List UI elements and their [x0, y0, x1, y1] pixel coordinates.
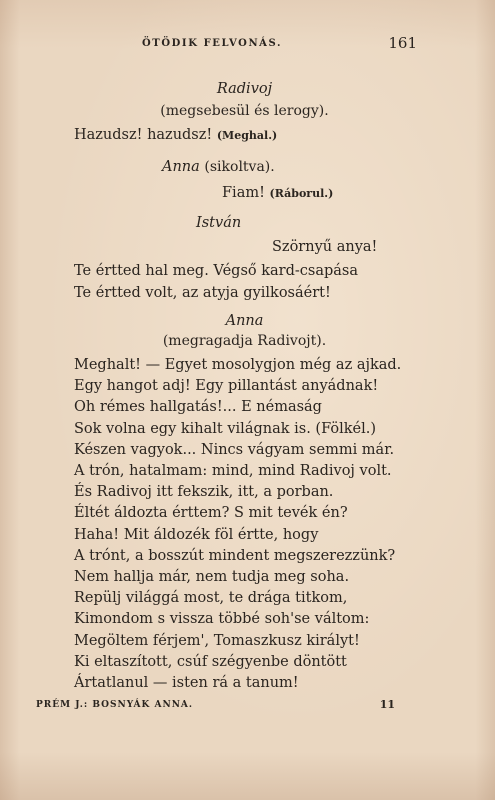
dialogue-text: Fiam! — [222, 185, 265, 201]
dialogue-line — [74, 126, 415, 145]
page-footer — [36, 698, 395, 714]
dialogue-line: Te értted hal meg. Végső kard-csapása — [74, 263, 358, 279]
running-head: ÖTÖDIK FELVONÁS. — [142, 38, 283, 49]
page-header — [140, 34, 417, 54]
verse-line: Készen vagyok... Nincs vágyam semmi már. — [74, 441, 395, 458]
stage-direction-inline: (Ráborul.) — [269, 187, 334, 200]
verse-line: Nem hallja már, nem tudja meg soha. — [74, 569, 350, 585]
stage-direction-inline: (Meghal.) — [216, 129, 278, 142]
verse-line: Haha! Mit áldozék föl értte, hogy — [74, 526, 319, 543]
dialogue-text: Hazudsz! hazudsz! — [74, 127, 213, 143]
stage-direction: (megsebesül és lerogy). — [160, 103, 329, 119]
page-number: 161 — [388, 34, 417, 52]
verse-line: Kimondom s vissza többé soh'se váltom: — [74, 611, 370, 628]
speaker-radivoj: Radivoj — [216, 81, 273, 97]
verse-line: Ki eltaszított, csúf szégyenbe döntött — [74, 653, 347, 670]
speaker-anna: Anna — [225, 313, 264, 329]
verse-line: Éltét áldozta érttem? S mit tevék én? — [74, 505, 348, 522]
dialogue-line — [222, 184, 415, 203]
verse-line: Oh rémes hallgatás!... E némaság — [74, 399, 322, 416]
dialogue-line: Szörnyű anya! — [272, 239, 378, 255]
stage-direction: (megragadja Radivojt). — [162, 333, 327, 349]
speaker-anna: Anna (sikoltva). — [162, 159, 275, 175]
dialogue-line: Te értted volt, az atyja gyilkosáért! — [74, 285, 331, 301]
verse-line: Megöltem férjem', Tomaszkusz királyt! — [74, 632, 360, 649]
sheet-number: 11 — [379, 698, 395, 711]
verse-line: És Radivoj itt fekszik, itt, a porban. — [74, 484, 334, 501]
verse-line: Sok volna egy kihalt világnak is. (Fölkél.) — [74, 420, 376, 437]
printer-signature: PRÉM J.: BOSNYÁK ANNA. — [36, 700, 194, 710]
verse-line: Ártatlanul — isten rá a tanum! — [74, 675, 299, 691]
verse-line: Repülj világgá most, te drága titkom, — [74, 590, 348, 607]
verse-line: A trónt, a bosszút mindent megszerezzünk? — [74, 547, 396, 564]
verse-line: A trón, hatalmam: mind, mind Radivoj volt. — [74, 463, 392, 479]
verse-line: Meghalt! — Egyet mosolygjon még az ajkad. — [74, 357, 402, 373]
speaker-istvan: István — [196, 215, 242, 231]
verse-line: Egy hangot adj! Egy pillantást anyádnak! — [74, 378, 379, 395]
